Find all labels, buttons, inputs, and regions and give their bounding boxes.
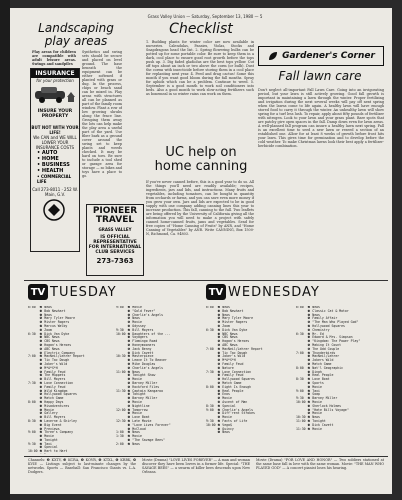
page-header: Grass Valley Union — Saturday, September 13, 1980 — 5 <box>147 14 263 19</box>
insurance-line-2: We CAN and WE WILL <box>33 135 77 140</box>
insurance-item-home: • HOME <box>37 156 59 162</box>
insurance-ad <box>30 68 80 252</box>
insurance-tagline: for your protection <box>36 78 74 83</box>
canning-body: If you've never canned before, this is a good year to do so. All the things you'll need are readily available; recipes, ingredients, jars and lids, and instructions. Many fruits and vegetables, including tomatoes, can be bought in quantity from orchards or farms, and you can save even more money if you grow your own. Jars and lids are expected to be in good supply with one company adding canning lines this year to increase production. This fall, canning to the full. Two leaflets are being offered by the University of California giving all the information you will need to make a project with safely canned home-canned fruits, jams and vegetables. Send for free copies of "Home Canning of Fruits" by ANR, and "Home Canning of Vegetables" by ANR. Write CANNING, Box 1500-N, Richmond, Ca. 94803. <box>146 180 254 236</box>
insurance-item-life: • COMMERCIAL LIFE <box>37 174 72 184</box>
insurance-item-auto: • AUTO <box>37 150 58 156</box>
insurance-line-4: INSURANCE COSTS <box>35 145 75 150</box>
insurance-address: Call 273-8011 · 252 W. Main, G.V. <box>32 187 78 197</box>
tv-icon: TV <box>206 284 226 300</box>
pioneer-title: PIONEER TRAVEL <box>92 206 138 225</box>
insurance-line-1: BUT NOT WITH YOUR LIFE! <box>31 125 79 135</box>
pioneer-line-2: FOR INTERNATIONAL CLUB SERVICES <box>88 245 142 255</box>
insurance-banner: INSURANCE <box>31 69 79 78</box>
insurance-line-3: LOWER YOUR <box>41 140 69 145</box>
canning-title: UC help on home canning <box>154 145 248 174</box>
landscaping-title: Landscaping play areas <box>38 21 114 48</box>
binding-shadow <box>0 0 10 500</box>
pioneer-line-1: IS OFFICIAL REPRESENTATIVE <box>93 235 137 245</box>
pioneer-phone: 273-7363 <box>96 257 134 265</box>
landscaping-body: Synthetics and swing sets should be secure and placed on level ground. The base beneath the equipment can be either softened if planted with grass or dug. In the process, chips or beach sand can be mixed in. Play areas with structures all can be planned as part of the family room window. Plant a row of low growing shrubs along the fence line. Grouping them away the lots can help make the play area a useful part of the yard. Use fiber bark as a ground cover around the swing set to keep plants and weeds checked. It may be hard on toes. Be sure to include a tool shed or garage area for storage — so bikes and toys have a place to go. <box>82 50 122 178</box>
tuesday-label: TUESDAY <box>50 284 117 300</box>
insurance-item-health: • HEALTH <box>37 168 64 174</box>
wednesday-listings-col1: 6:00 ❷ News ❸ Bob Newhart ❹ News ❺ Mary Tyler Moore ❻ Mister Rogers ❾ Zoom 6:30 ❷ Dick Van Dyke ❸ NBC News ❹ CBS News ❺ Hogan's Heroes ❻ ABC News 7:00 ❷ MacNeil/Lehrer Report ❸ Tic Tac Dough ❹ Joker's Wild ❺ M*A*S*H ❻ Family Feud ❾ Nature 7:30 ❷ Love Connection ❸ Family Feud ❹ Hollywood Squares ❺ Match Game 8:00 ❷ Eight Is Enough ❸ Real People ❹ Enos ❺ Movie ❾ Ascent of Man 8:30 ❷ Special 9:00 ❷ Charlie's Angels ❸ Diff'rent Strokes ❹ Movie 9:30 ❷ Facts of Life 10:00 ❷ Vega$ ❸ Quincy ❹ News <box>206 306 263 435</box>
fall-lawn-care-title: Fall lawn care <box>278 69 362 83</box>
landscaping-lead: Play areas for children are compatible with adult leisure areas. Swings and sandpiles <box>32 50 76 66</box>
checklist-title: Checklist <box>169 21 233 37</box>
pioneer-travel-ad <box>86 204 144 276</box>
bottom-divider <box>24 456 388 457</box>
wednesday-header <box>206 284 320 300</box>
bottom-note-middle: Movie (Drama) "LOVE LIVES FOREVER" — A man and woman discover they have been lovers in a former life. Special: "THE SAVAGE BEES" — a swarm of killer bees descends upon New Orleans. <box>142 458 250 474</box>
wednesday-label: WEDNESDAY <box>228 284 320 300</box>
gardeners-corner-title: Gardener's Corner <box>282 51 375 61</box>
bottom-note-right: Movie (Drama) "FOR LOVE AND HONOR" — Two soldiers stationed at the same base fall in love with the same woman. Movie: "THE MAN WHO PLAYED GOD" — A concert pianist loses his hearing. <box>256 458 384 470</box>
car-house-illustration <box>31 83 77 105</box>
tuesday-listings-col2: 9:00 ❷ Movie ❸ "Gold Fever" ❹ Charlie's Angels ❺ News ❻ Movie ❾ Odyssey 9:30 ❷ Bill Moyers 10:00 ❷ Daughters of the ... ❸ Voyagers ❹ Flamingo Road ❺ Honeymooners ❻ Jack Benny ❾ Dick Cavett 10:30 ❷ Masterpiece ❸ Leave It To Beaver ❹ Mike Douglas ❺ Charlie's Angels 11:00 ❷ News ❸ Tonight Show ❹ Movie ❺ Barney Miller ❻ Rockford Files 11:30 ❷ Captain Kangaroo ❸ Tonight ❹ Barney Miller ❺ Movie ❻ Nightline 12:00 ❷ Tomorrow ❸ Movie ❹ Love Boat 12:30 ❷ Late Movie ❸ "Love Lives Forever" ❹ McCloud 1:00 ❷ News 1:30 ❷ Movie ❸ "The Savage Bees" 2:00 ❷ News <box>116 306 171 446</box>
tv-icon: TV <box>28 284 48 300</box>
pioneer-place: GRASS VALLEY <box>98 227 132 232</box>
tuesday-header <box>28 284 117 300</box>
bottom-note-left: Channels: ❷ KXTV, ❸ KCRA, ❹ KOVR, ❺ KTXL, ❻ KRBK, ❾ KVIE — Listings subject to last-minute changes by the networks. Sports — Baseball: San Francisco Giants vs. L.A. Dodgers. <box>28 458 136 474</box>
wednesday-listings-col2: 6:00 ❷ News ❸ Classic Cat & Motor ❹ News ❺ Family Affair ❻ "The Man Who Played God" ❼ Hollywood Squares ❾ Chemistry 6:30 ❷ Mr. Ed ❸ Edward & Mrs. Simpson ❹ "Kingdom: The Power Play" ❺ Making It Count ❻ The Odd Couple 7:00 ❷ Thunderbirds ❸ MacNeil/Lehrer ❹ Jokers Wild ❺ Match Game 8:00 ❷ Nat'l Geographic ❸ Dinah ❹ Real People 8:30 ❷ Love Boat ❸ Sports ❹ Movie 9:00 ❷ Taxi ❸ Soap 9:30 ❷ Barney Miller 10:00 ❷ Movie ❸ Sherlock Holmes ❹ "Hate Bills Voyage" ❺ Movie 10:30 ❷ News 11:00 ❷ Tonight ❸ Dick Cavett 11:30 ❷ Movie <box>296 306 361 431</box>
tuesday-listings-col1: 6:00 ❷ News ❸ Bob Newhart ❹ News ❺ Mary Tyler Moore ❻ Mister Rogers ❼ Marcus Welby ❾ Zoom 6:30 ❷ Dick Van Dyke ❸ NBC News ❹ CBS News ❺ Hogan's Heroes ❻ ABC News ❾ Electric Company 7:00 ❷ MacNeil/Lehrer Report ❸ Tic Tac Dough ❹ Joker's Wild ❺ M*A*S*H ❻ Family Feud ❼ The Muppets ❾ Bill Moyers 7:30 ❷ Love Connection ❸ Family Feud ❹ Wild Kingdom ❺ Hollywood Squares ❻ Match Game 8:00 ❷ Happy Days ❸ Misadventures ❹ Movie ❺ Gallery ❾ Bill Moyers 8:30 ❷ Laverne & Shirley ❸ Big Event ❹ Previews 9:00 ❷ Three's Company ❸ Movie ❹ Tonight 9:30 ❷ Taxi ❸ Special 10:00 ❷ Hart to Hart <box>28 306 85 454</box>
section-divider <box>24 280 388 281</box>
checklist-body: 1. Budding plants for winter color are now available in nurseries. Calendulas, Pansies, Violas, Stocks and Snapdragons head the list. 2. Spring flowering bulbs can be potted up for some portable color. Be sure to keep them in a dark, cool place to ensure good root growth before the tops push up. 3. Dig faded gladiolus are the best tops yellow. Cut off tops about an inch or two above the corm (or bulb). Dust the corms with insecticide before storing them in a cool place for replanting next year. 4. Feed and drag cactus! Some this month if you want good bloom during the fall months. Spray for aphids which can be a problem. Continue to weed. 5. September is a good month to work soil conditioners into beds. Also a good month to work slow-acting fertilizers such as bonemeal in so winter rains can work on them. <box>146 40 254 96</box>
insurance-item-business: • BUSINESS <box>37 162 70 168</box>
gardener-body: Don't neglect all-important Fall Lawn Care. Going into an invigorating period, but your lawn is still actively growing. Good fall growth is important in maintaining a lawn through the winter. Proper fertilizing and irrigation during the next several weeks will pay off next spring when the lawns come to life again. A healthy lawn will have enough stored food to carry it through the winter. An unhealthy lawn will show spring for a turf less lush. To repair, apply about fifty pounds of fertilizer with nitrogen. Look to your lawn and your grass plant. Bare spots that are patchy give open spaces in the fall. Damp down even for lawn areas. A well-planned fall program can insure a healthy lawn next spring. Fall is an excellent time to seed a new lawn or reseed a section of an established one. Allow for at least 8 weeks of growth before frost hits your lawn. This gives time for germination and to develop before the cold weather. To make Christmas lawns look their best apply a fertilizer-herbicide combination. <box>258 88 384 148</box>
insurance-headline: INSURE YOUR PROPERTY <box>37 109 73 119</box>
insurance-logo-icon <box>31 197 77 223</box>
newspaper-page <box>10 8 392 494</box>
leaf-icon <box>267 50 279 62</box>
gardeners-corner-banner <box>258 46 384 66</box>
